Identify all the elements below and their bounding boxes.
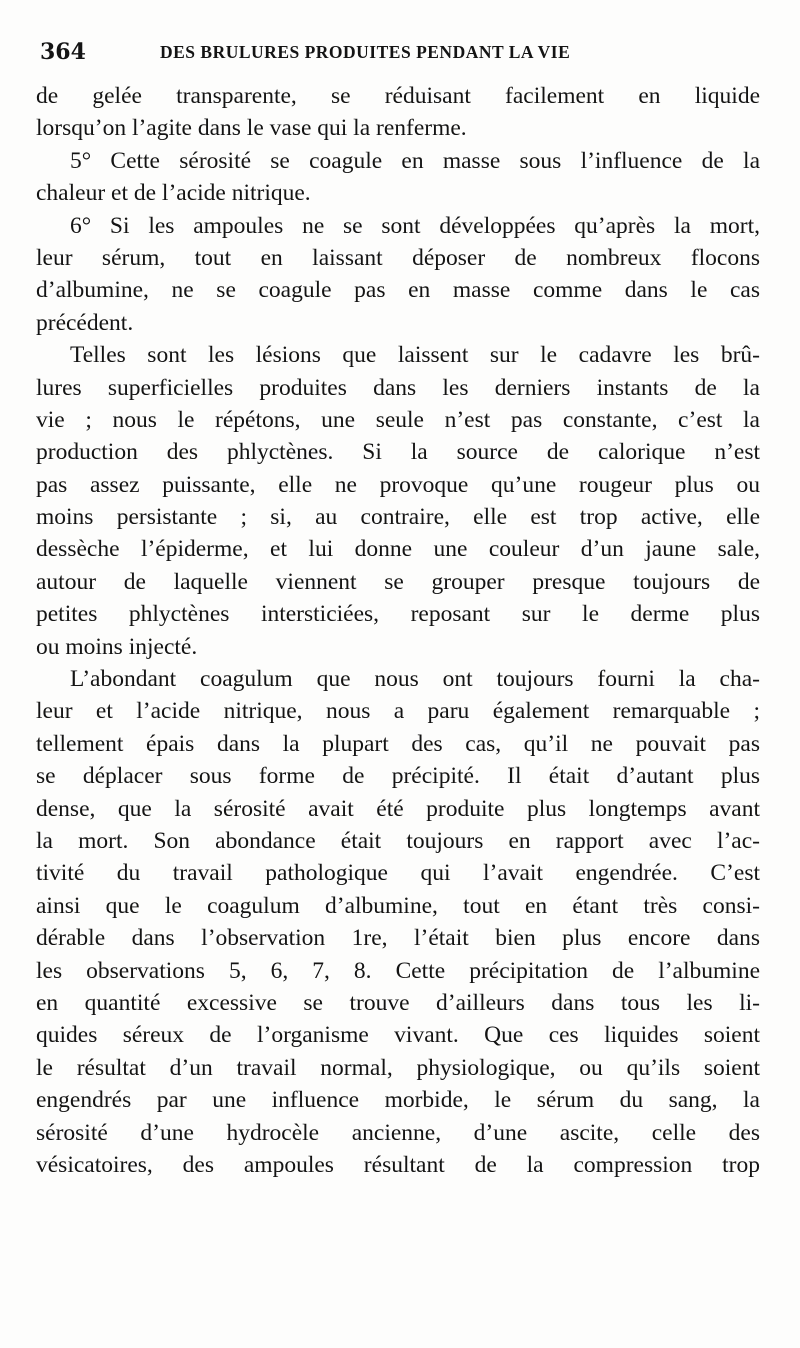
text-line: petites phlyctènes intersticiées, reposant sur le derme plus (36, 601, 760, 628)
text-line: engendrés par une influence morbide, le sérum du sang, la (36, 1087, 760, 1114)
text-line: le résultat d’un travail normal, physiologique, ou qu’ils soient (36, 1054, 760, 1081)
text-line: sérosité d’une hydrocèle ancienne, d’une ascite, celle des (36, 1119, 760, 1146)
text-line: 6° Si les ampoules ne se sont développées qu’après la mort, (70, 212, 760, 239)
text-line: la mort. Son abondance était toujours en rapport avec l’ac- (36, 827, 760, 854)
text-line: ainsi que le coagulum d’albumine, tout en étant très consi- (36, 892, 760, 919)
text-line: ou moins injecté. (36, 633, 198, 660)
text-line: quides séreux de l’organisme vivant. Que ces liquides soient (36, 1022, 760, 1049)
text-line: d’albumine, ne se coagule pas en masse comme dans le cas (36, 277, 760, 304)
text-line: vie ; nous le répétons, une seule n’est pas constante, c’est la (36, 406, 760, 433)
text-line: leur et l’acide nitrique, nous a paru également remarquable ; (36, 698, 760, 725)
text-line: lorsqu’on l’agite dans le vase qui la renferme. (36, 115, 467, 142)
text-line: précédent. (36, 309, 134, 336)
running-header (40, 36, 760, 68)
body-text (36, 80, 760, 1181)
text-line: les observations 5, 6, 7, 8. Cette précipitation de l’albumine (36, 957, 760, 984)
text-line: pas assez puissante, elle ne provoque qu’une rougeur plus ou (36, 471, 760, 498)
text-line: dérable dans l’observation 1re, l’était bien plus encore dans (36, 925, 760, 952)
text-line: production des phlyctènes. Si la source de calorique n’est (36, 439, 760, 466)
text-line: se déplacer sous forme de précipité. Il était d’autant plus (36, 763, 760, 790)
text-line: dense, que la sérosité avait été produite plus longtemps avant (36, 795, 760, 822)
text-line: Telles sont les lésions que laissent sur le cadavre les brû- (70, 342, 760, 369)
text-line: chaleur et de l’acide nitrique. (36, 180, 311, 207)
text-line: L’abondant coagulum que nous ont toujours fourni la cha- (70, 666, 760, 693)
running-title: DES BRULURES PRODUITES PENDANT LA VIE (160, 42, 571, 62)
text-line: dessèche l’épiderme, et lui donne une couleur d’un jaune sale, (36, 536, 760, 563)
text-line: tellement épais dans la plupart des cas, qu’il ne pouvait pas (36, 730, 760, 757)
text-line: moins persistante ; si, au contraire, elle est trop active, elle (36, 504, 760, 531)
text-line: en quantité excessive se trouve d’ailleurs dans tous les li- (36, 989, 760, 1016)
text-line: de gelée transparente, se réduisant facilement en liquide (36, 83, 760, 109)
text-line: lures superficielles produites dans les derniers instants de la (36, 374, 760, 401)
page-number: 364 (40, 39, 86, 65)
text-line: autour de laquelle viennent se grouper presque toujours de (36, 568, 760, 595)
text-line: tivité du travail pathologique qui l’avait engendrée. C’est (36, 860, 760, 887)
text-line: vésicatoires, des ampoules résultant de la compression trop (36, 1151, 760, 1178)
text-line: 5° Cette sérosité se coagule en masse sous l’influence de la (70, 147, 760, 174)
text-line: leur sérum, tout en laissant déposer de nombreux flocons (36, 244, 760, 271)
